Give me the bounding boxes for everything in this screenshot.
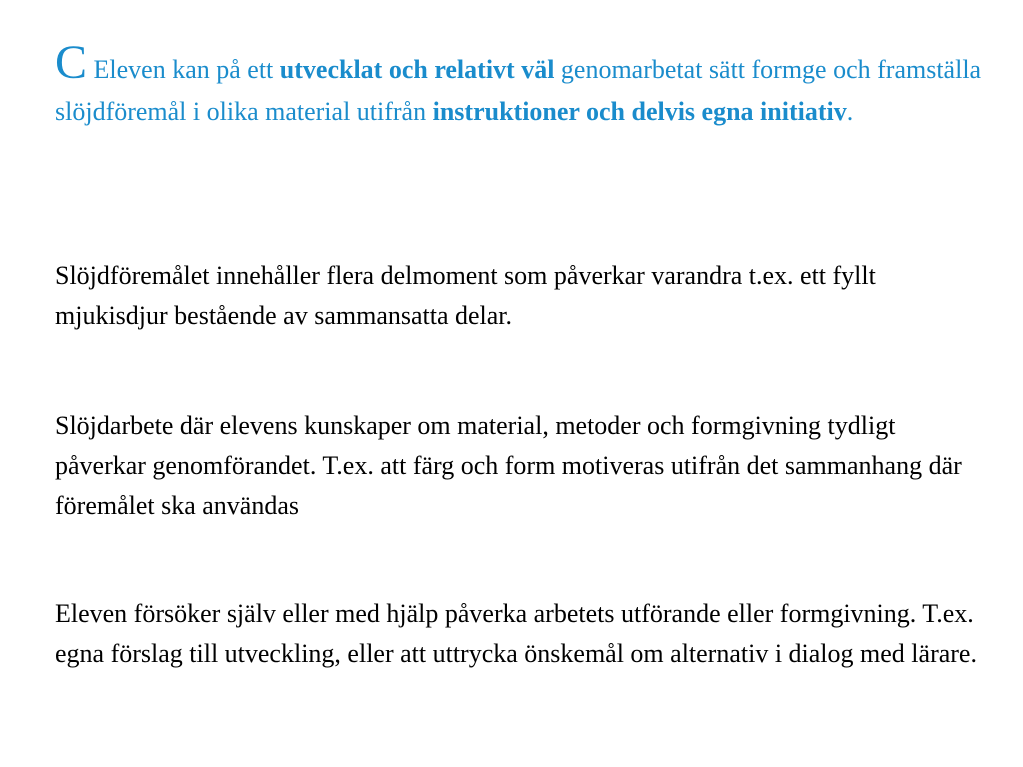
example-paragraph-1: Slöjdföremålet innehåller flera delmoment som påverkar varandra t.ex. ett fyllt mjukisdjur bestående av sammansatta delar.	[55, 261, 876, 330]
criterion-text-1: Eleven kan på ett	[93, 55, 280, 84]
criterion-bold-1: utvecklat och relativt väl	[279, 55, 555, 84]
criterion-text-2: genomarbetat sätt formge och framställa slöjdföremål i olika material utifrån	[55, 55, 982, 126]
grade-letter: C	[55, 36, 88, 89]
example-paragraph-3: Eleven försöker själv eller med hjälp påverka arbetets utförande eller formgivning. T.ex. egna förslag till utveckling, eller att uttrycka önskemål om alternativ i dialog med lärare.	[55, 599, 977, 668]
criterion-bold-2: instruktioner och delvis egna initiativ	[432, 97, 847, 126]
grade-criterion-heading	[55, 36, 985, 133]
example-paragraph-2: Slöjdarbete där elevens kunskaper om material, metoder och formgivning tydligt påverkar genomförandet. T.ex. att färg och form motiveras utifrån det sammanhang där föremålet ska användas	[55, 411, 962, 520]
criterion-text-3: .	[846, 97, 854, 126]
